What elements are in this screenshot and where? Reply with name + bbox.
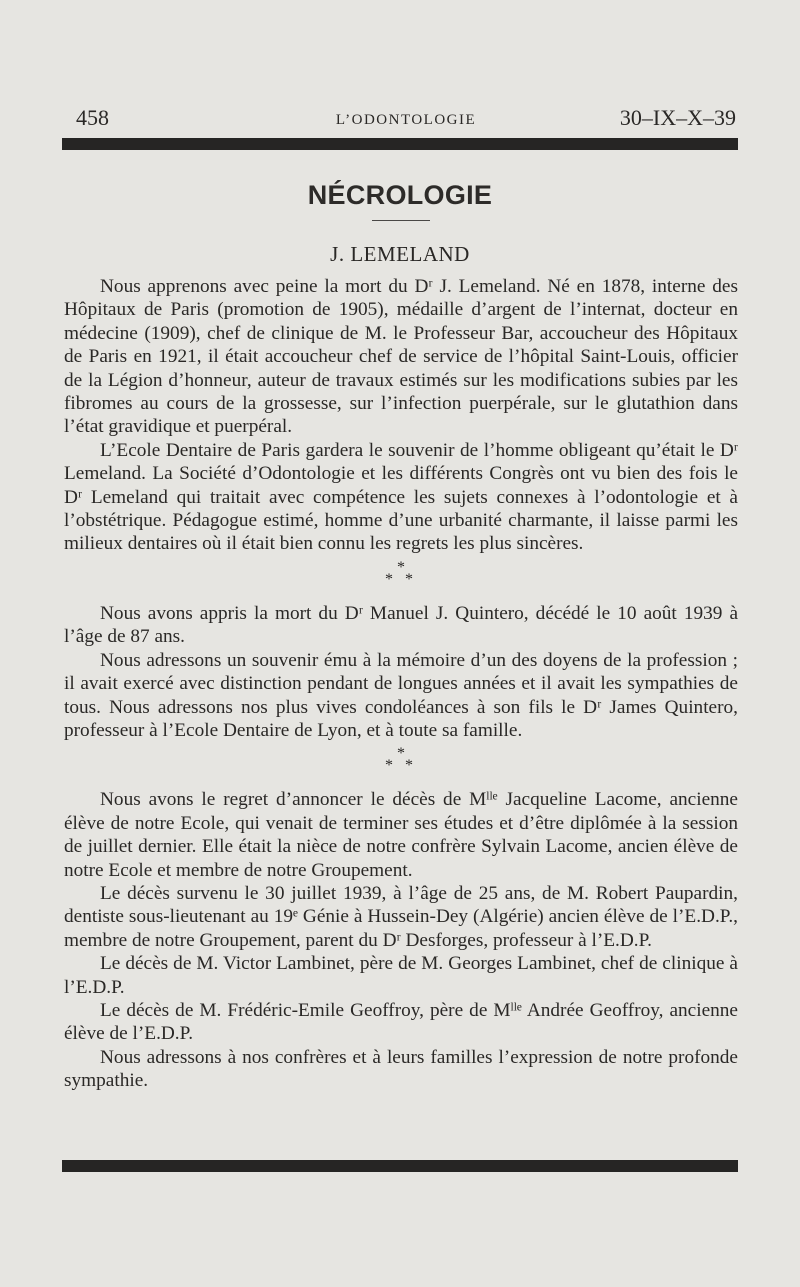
asterism-bottom: * * [385, 570, 417, 588]
paragraph: Nous apprenons avec peine la mort du Dʳ J. Lemeland. Né en 1878, interne des Hôpitaux de Paris (promotion de 1905), médaille d’argent de l’internat, docteur en médecine (1909), chef de clinique de M. le Professeur Bar, accoucheur des Hôpitaux de Paris en 1921, il était accoucheur chef de service de l’hôpital Saint-Louis, officier de la Légion d’honneur, auteur de travaux estimés sur les modifications subies par les fibromes au cours de la grossesse, sur l’infection puerpérale, sur le glutathion dans l’état gravidique et puerpéral. [64, 276, 738, 438]
asterism-separator [64, 558, 738, 592]
title-underline [372, 220, 430, 221]
paragraph: Le décès de M. Victor Lambinet, père de M. Georges Lambinet, chef de clinique à l’E.D.P. [64, 953, 738, 998]
paragraph: Nous adressons un souvenir ému à la mémoire d’un des doyens de la profession ; il avait exercé avec distinction pendant de longues années et il avait les sympathies de tous. Nous adressons nos plus vives condoléances à son fils le Dʳ James Quintero, professeur à l’Ecole Dentaire de Lyon, et à toute sa famille. [64, 649, 738, 741]
paragraph: Le décès survenu le 30 juillet 1939, à l’âge de 25 ans, de M. Robert Paupardin, dentiste sous-lieutenant au 19ᵉ Génie à Hussein-Dey (Algérie) ancien élève de l’E.D.P., membre de notre Groupement, parent du Dʳ Desforges, professeur à l’E.D.P. [64, 882, 738, 951]
paragraph: L’Ecole Dentaire de Paris gardera le souvenir de l’homme obligeant qu’était le Dʳ Lemeland. La Société d’Odontologie et les différents Congrès ont vu bien des fois le Dʳ Lemeland qui traitait avec compétence les sujets connexes à l’odontologie et à l’obstétrique. Pédagogue estimé, homme d’une urbanité charmante, il laisse parmi les milieux dentaires où il était bien connu les regrets les plus sincères. [64, 439, 738, 555]
section-title: NÉCROLOGIE [307, 180, 493, 210]
bottom-rule [62, 1160, 738, 1172]
page-number: 458 [76, 105, 109, 130]
asterism-top: * [397, 745, 405, 763]
paragraph: Nous avons appris la mort du Dʳ Manuel J. Quintero, décédé le 10 août 1939 à l’âge de 87 ans. [64, 602, 738, 648]
journal-title: L’ODONTOLOGIE [335, 112, 477, 128]
issue-date: 30–IX–X–39 [619, 105, 736, 130]
asterism-separator [64, 744, 738, 778]
top-rule [62, 138, 738, 150]
entry-title: J. LEMELAND [330, 242, 470, 266]
asterism-bottom: * * [385, 757, 417, 775]
article-body [64, 275, 738, 1093]
paragraph: Nous adressons à nos confrères et à leurs familles l’expression de notre profonde sympathie. [64, 1046, 738, 1092]
paragraph: Le décès de M. Frédéric-Emile Geoffroy, père de Mˡˡᵉ Andrée Geoffroy, ancienne élève de l’E.D.P. [64, 999, 738, 1045]
paragraph: Nous avons le regret d’annoncer le décès de Mˡˡᵉ Jacqueline Lacome, ancienne élève de notre Ecole, qui venait de terminer ses études et d’être diplômée à la session de juillet dernier. Elle était la nièce de notre confrère Sylvain Lacome, ancien élève de notre Ecole et membre de notre Groupement. [64, 789, 738, 881]
asterism-top: * [397, 558, 405, 576]
